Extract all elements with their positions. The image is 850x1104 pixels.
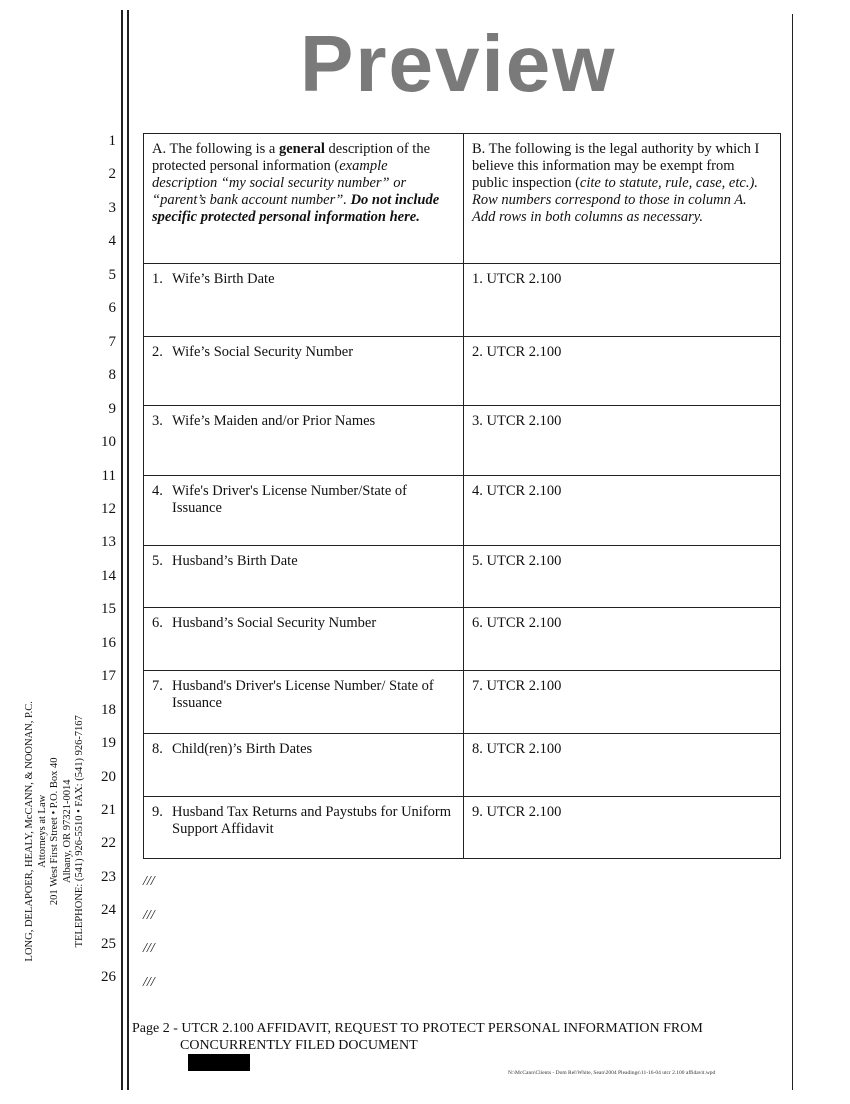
row-number: 3.	[152, 413, 163, 429]
header-column-b: B. The following is the legal authority by which I believe this information may be exempt from public inspection (cite to statute, rule, case, etc.). Row numbers correspond to those in column A. Add rows in both columns as necessary.	[464, 134, 781, 264]
description-cell	[144, 546, 464, 608]
line-number: 5	[108, 266, 116, 283]
description-text: Child(ren)’s Birth Dates	[172, 741, 313, 757]
authority-cell: 7. UTCR 2.100	[464, 671, 781, 734]
line-number: 22	[101, 835, 116, 852]
table-row	[144, 337, 781, 406]
margin-line-right	[792, 14, 793, 1090]
table-row	[144, 608, 781, 671]
table-row	[144, 546, 781, 608]
description-text: Husband Tax Returns and Paystubs for Uniform Support Affidavit	[172, 804, 452, 837]
description-text: Husband’s Birth Date	[172, 553, 298, 569]
line-number: 3	[108, 199, 116, 216]
file-path: N:\McCann\Clients - Dom Rel\White, Sean\2004 Pleadings\11-16-04 utcr 2.100 affidavit.wpd	[508, 1070, 716, 1076]
description-cell	[144, 608, 464, 671]
authority-cell: 1. UTCR 2.100	[464, 264, 781, 337]
preview-watermark: Preview	[300, 19, 617, 108]
table-row	[144, 476, 781, 546]
firm-city: Albany, OR 97321-0014	[61, 779, 73, 883]
row-number: 6.	[152, 615, 163, 631]
line-number: 25	[101, 935, 116, 952]
authority-cell: 3. UTCR 2.100	[464, 406, 781, 476]
line-number: 4	[108, 233, 116, 250]
line-number: 20	[101, 768, 116, 785]
line-number: 23	[101, 868, 116, 885]
continuation-mark: ///	[143, 874, 155, 889]
row-number: 8.	[152, 741, 163, 757]
line-number: 1	[108, 133, 116, 149]
continuation-mark: ///	[143, 941, 155, 956]
line-number: 17	[101, 668, 116, 685]
description-text: Wife’s Maiden and/or Prior Names	[172, 413, 376, 429]
table-row	[144, 264, 781, 337]
firm-title: Attorneys at Law	[36, 794, 48, 868]
row-number: 1.	[152, 271, 163, 287]
table-row	[144, 797, 781, 859]
line-number: 10	[101, 434, 116, 451]
line-number: 15	[101, 601, 116, 618]
table-row	[144, 734, 781, 797]
description-cell	[144, 264, 464, 337]
margin-line-left-2	[127, 10, 129, 1090]
table-header-row	[144, 134, 781, 264]
description-cell	[144, 734, 464, 797]
row-number: 9.	[152, 804, 163, 820]
line-number: 8	[108, 367, 116, 384]
firm-phone: TELEPHONE: (541) 926-5510 • FAX: (541) 926-7167	[73, 715, 85, 948]
line-number: 26	[101, 969, 116, 986]
line-number: 6	[108, 300, 116, 317]
description-cell	[144, 337, 464, 406]
line-number: 12	[101, 500, 116, 517]
description-cell	[144, 406, 464, 476]
line-number: 7	[108, 333, 116, 350]
line-number: 16	[101, 634, 116, 651]
description-text: Wife’s Birth Date	[172, 271, 275, 287]
authority-cell: 4. UTCR 2.100	[464, 476, 781, 546]
description-text: Wife's Driver's License Number/State of Issuance	[172, 483, 407, 516]
line-number: 18	[101, 701, 116, 718]
header-column-a: A. The following is a general description of the protected personal information (example description “my social security number” or “parent’s bank account number”. Do not include specific protected personal information here.	[144, 134, 464, 264]
row-number: 5.	[152, 553, 163, 569]
footer-line-1: Page 2 - UTCR 2.100 AFFIDAVIT, REQUEST TO PROTECT PERSONAL INFORMATION FROM	[132, 1021, 703, 1036]
line-number: 14	[101, 567, 116, 584]
redaction-block	[188, 1054, 250, 1071]
line-number: 11	[101, 467, 116, 484]
continuation-mark: ///	[143, 908, 155, 923]
authority-cell: 5. UTCR 2.100	[464, 546, 781, 608]
page-footer	[132, 1020, 703, 1054]
row-number: 4.	[152, 483, 163, 499]
description-cell	[144, 797, 464, 859]
authority-cell: 2. UTCR 2.100	[464, 337, 781, 406]
line-number: 24	[101, 902, 116, 919]
row-number: 2.	[152, 344, 163, 360]
description-text: Husband's Driver's License Number/ State of Issuance	[172, 678, 434, 711]
protected-info-table	[143, 133, 781, 859]
margin-line-left-1	[121, 10, 123, 1090]
row-number: 7.	[152, 678, 163, 694]
firm-name: LONG, DELAPOER, HEALY, McCANN, & NOONAN, P.C.	[23, 701, 35, 962]
authority-cell: 8. UTCR 2.100	[464, 734, 781, 797]
table-row	[144, 406, 781, 476]
line-number: 13	[101, 534, 116, 551]
line-number: 2	[108, 166, 116, 183]
description-cell	[144, 671, 464, 734]
firm-address: 201 West First Street • P.O. Box 40	[48, 757, 60, 906]
authority-cell: 6. UTCR 2.100	[464, 608, 781, 671]
description-text: Husband’s Social Security Number	[172, 615, 377, 631]
line-number: 19	[101, 735, 116, 752]
continuation-mark: ///	[143, 975, 155, 990]
footer-line-2: CONCURRENTLY FILED DOCUMENT	[180, 1038, 418, 1053]
line-number: 21	[101, 802, 116, 818]
table-row	[144, 671, 781, 734]
description-text: Wife’s Social Security Number	[172, 344, 354, 360]
description-cell	[144, 476, 464, 546]
line-number: 9	[108, 400, 116, 417]
authority-cell: 9. UTCR 2.100	[464, 797, 781, 859]
firm-info	[24, 681, 87, 981]
